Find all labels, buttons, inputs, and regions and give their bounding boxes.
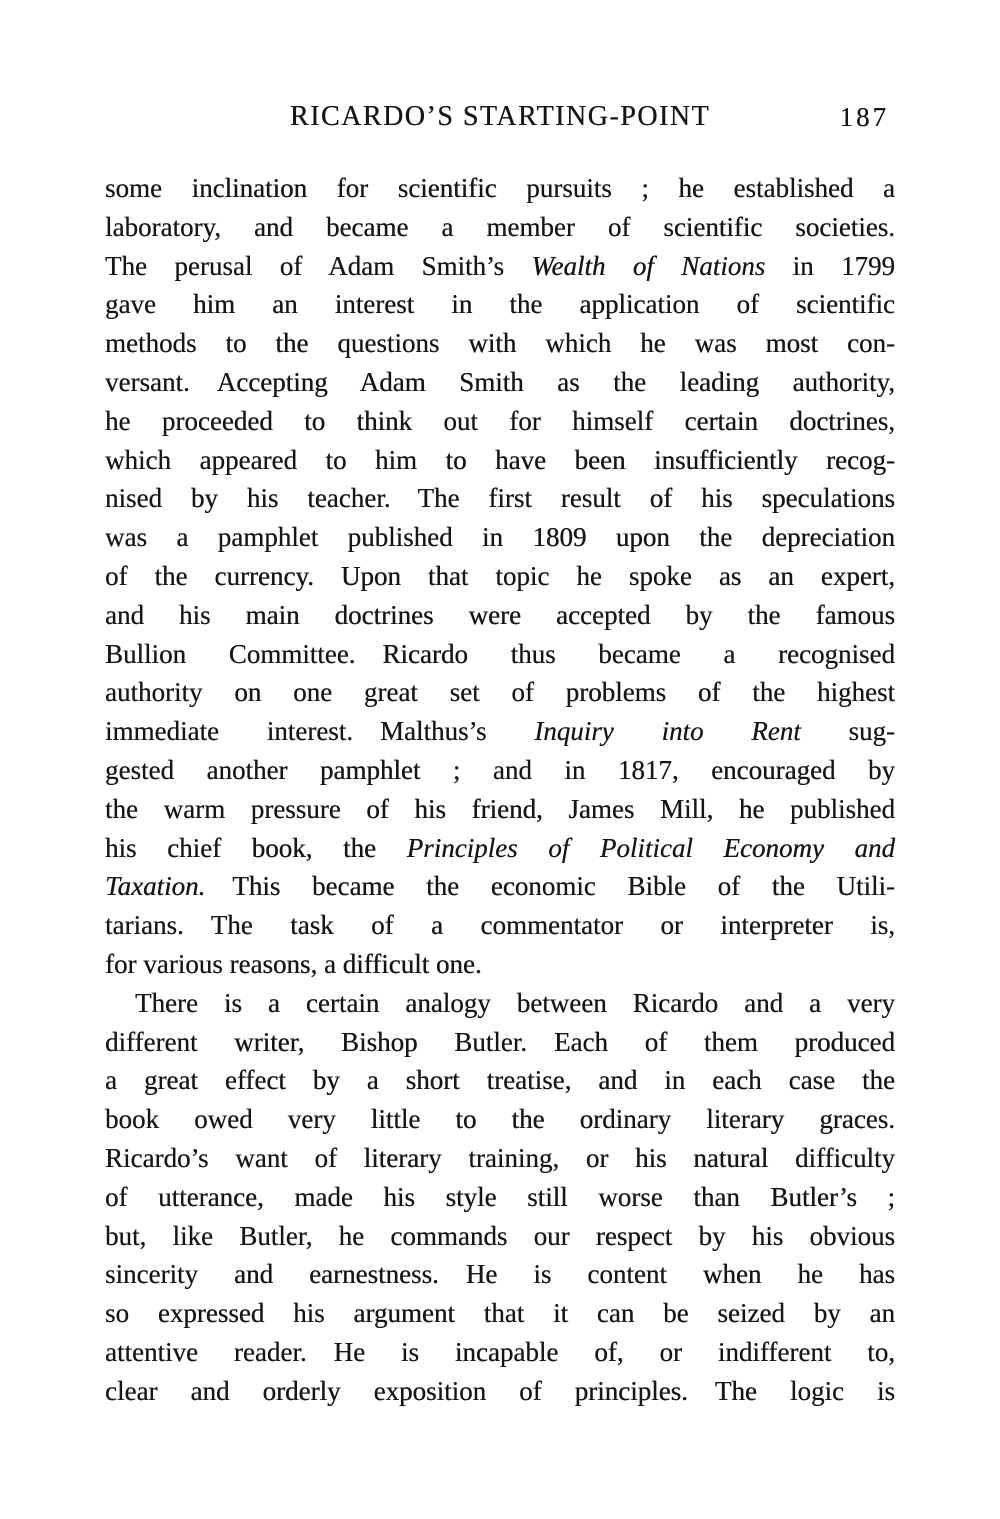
text-line — [105, 1139, 895, 1178]
page-title: RICARDO’S STARTING-POINT — [289, 101, 711, 132]
text-line — [105, 1294, 895, 1333]
text-segment: so expressed his argument that it can be seized by an — [105, 1298, 895, 1329]
text-line — [105, 984, 895, 1023]
text-line — [105, 1255, 895, 1294]
page-number: 187 — [839, 102, 889, 132]
text-line — [105, 596, 895, 635]
text-line — [105, 324, 895, 363]
text-segment: of the currency. Upon that topic he spoke as an expert, — [105, 560, 895, 591]
text-line — [105, 1217, 895, 1256]
text-line — [105, 1178, 895, 1217]
text-line — [105, 479, 895, 518]
text-segment: clear and orderly exposition of principles. The logic is — [105, 1375, 895, 1406]
italic-text-segment: Taxation. — [105, 871, 206, 902]
text-segment: gave him an interest in the application of scientific — [105, 289, 895, 320]
text-line — [105, 402, 895, 441]
text-segment: for various reasons, a difficult one. — [105, 948, 482, 979]
text-segment: sug- — [800, 716, 895, 747]
text-line — [105, 635, 895, 674]
text-segment: was a pamphlet published in 1809 upon the depreciation — [105, 522, 895, 553]
text-segment: Ricardo’s want of literary training, or his natural difficulty — [105, 1142, 895, 1173]
text-line — [105, 363, 895, 402]
text-segment: which appeared to him to have been insufficiently recog- — [105, 444, 895, 475]
text-segment: immediate interest. Malthus’s — [105, 716, 535, 747]
text-line — [105, 790, 895, 829]
text-segment: different writer, Bishop Butler. Each of them produced — [105, 1026, 895, 1057]
text-line — [105, 285, 895, 324]
text-line — [105, 867, 895, 906]
text-segment: sincerity and earnestness. He is content when he has — [105, 1259, 895, 1290]
italic-text-segment: Principles of Political Economy and — [406, 832, 895, 863]
text-segment: Bullion Committee. Ricardo thus became a recognised — [105, 638, 895, 669]
text-segment: nised by his teacher. The first result of his speculations — [105, 483, 895, 514]
text-segment: The perusal of Adam Smith’s — [105, 250, 532, 281]
text-line — [105, 208, 895, 247]
text-line — [105, 906, 895, 945]
text-segment: There is a certain analogy between Ricardo and a very — [135, 987, 895, 1018]
text-line — [105, 169, 895, 208]
text-segment: and his main doctrines were accepted by the famous — [105, 599, 895, 630]
text-block — [105, 169, 895, 1411]
running-header — [105, 101, 895, 137]
text-segment: laboratory, and became a member of scientific societies. — [105, 211, 895, 242]
text-segment: tarians. The task of a commentator or interpreter is, — [105, 910, 895, 941]
text-segment: a great effect by a short treatise, and in each case the — [105, 1065, 895, 1096]
text-line — [105, 518, 895, 557]
text-segment: the warm pressure of his friend, James Mill, he published — [105, 793, 895, 824]
text-segment: methods to the questions with which he was most con- — [105, 328, 895, 359]
text-line — [105, 557, 895, 596]
text-line — [105, 247, 895, 286]
text-segment: in 1799 — [765, 250, 895, 281]
text-line — [105, 751, 895, 790]
text-line — [105, 1333, 895, 1372]
text-segment: but, like Butler, he commands our respect by his obvious — [105, 1220, 895, 1251]
text-line — [105, 441, 895, 480]
text-segment: attentive reader. He is incapable of, or indifferent to, — [105, 1336, 895, 1367]
italic-text-segment: Wealth of Nations — [531, 250, 766, 281]
text-line — [105, 945, 895, 984]
text-segment: of utterance, made his style still worse than Butler’s ; — [105, 1181, 895, 1212]
text-segment: versant. Accepting Adam Smith as the leading authority, — [105, 366, 895, 397]
text-segment: book owed very little to the ordinary literary graces. — [105, 1104, 895, 1135]
text-segment: his chief book, the — [105, 832, 407, 863]
text-line — [105, 673, 895, 712]
text-segment: authority on one great set of problems of the highest — [105, 677, 895, 708]
text-line — [105, 1061, 895, 1100]
text-line — [105, 1023, 895, 1062]
text-line — [105, 1372, 895, 1411]
text-line — [105, 829, 895, 868]
text-segment: gested another pamphlet ; and in 1817, encouraged by — [105, 754, 895, 785]
text-segment: he proceeded to think out for himself certain doctrines, — [105, 405, 895, 436]
text-line — [105, 712, 895, 751]
text-segment: some inclination for scientific pursuits ; he established a — [105, 173, 895, 203]
text-segment: This became the economic Bible of the Utili- — [205, 871, 895, 902]
text-line — [105, 1100, 895, 1139]
italic-text-segment: Inquiry into Rent — [534, 716, 801, 747]
